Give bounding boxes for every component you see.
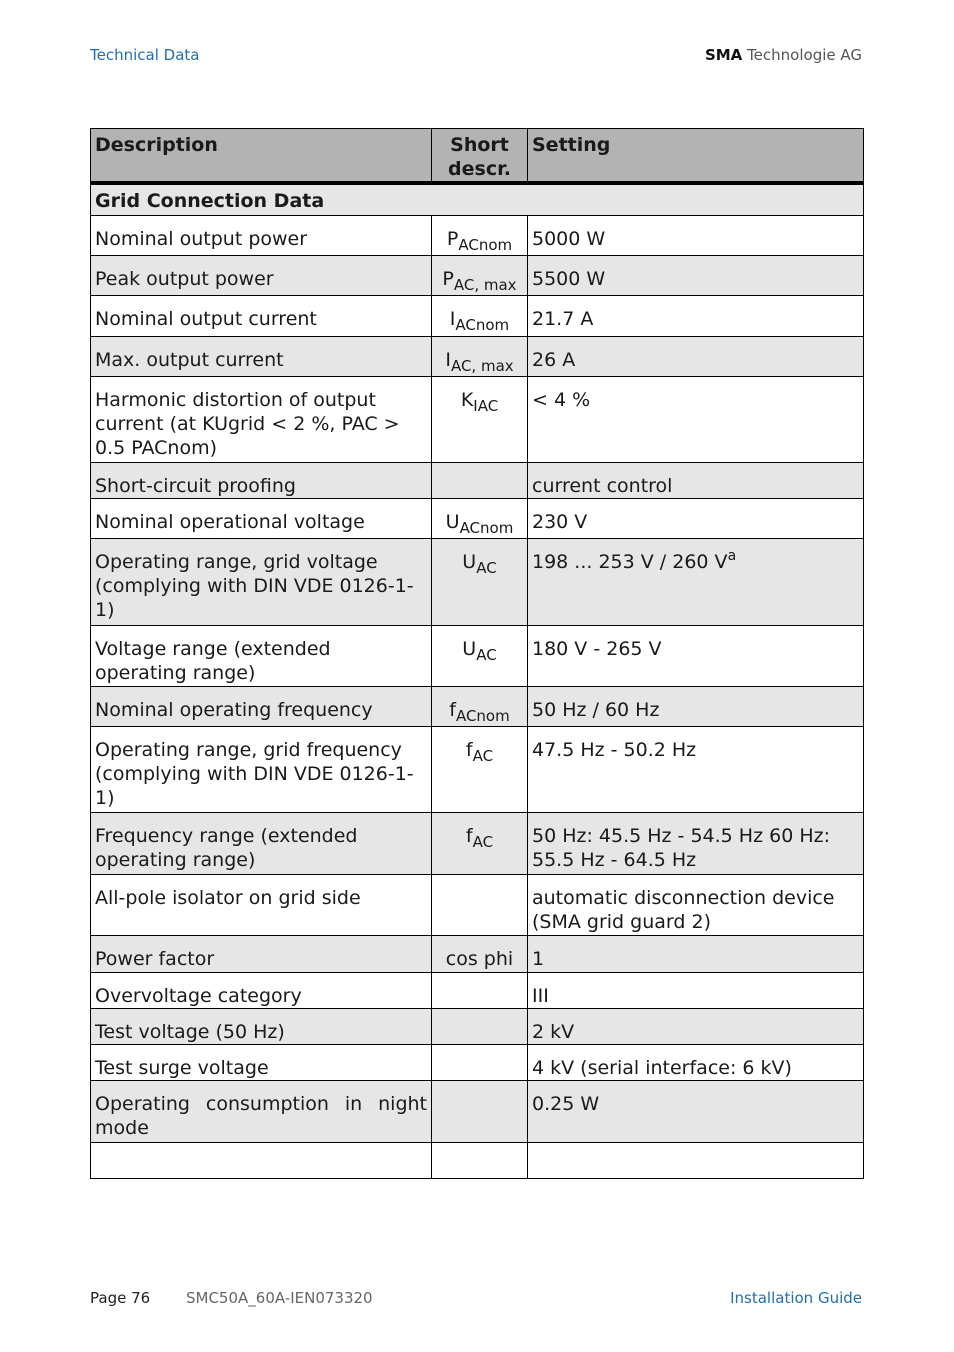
row-description: Nominal operational voltage [91,499,432,539]
col-header-setting: Setting [528,129,864,184]
row-setting: 1 [528,936,864,973]
row-setting: 47.5 Hz - 50.2 Hz [528,727,864,813]
row-description: Power factor [91,936,432,973]
section-title: Grid Connection Data [91,183,864,216]
header-company-name: Technologie AG [747,46,862,64]
table-row [91,813,864,875]
row-setting: 0.25 W [528,1081,864,1143]
header-brand: SMA [704,46,743,64]
row-description: Operating range, grid frequency (complying with DIN VDE 0126-1-1) [91,727,432,813]
row-setting: 230 V [528,499,864,539]
row-symbol [432,1045,528,1081]
header-section-title: Technical Data [90,46,200,64]
row-symbol [432,1081,528,1143]
row-setting: < 4 % [528,377,864,463]
row-setting: automatic disconnection device (SMA grid guard 2) [528,875,864,936]
table-row [91,216,864,256]
row-description: Frequency range (extended operating range) [91,813,432,875]
row-description: All-pole isolator on grid side [91,875,432,936]
table-row [91,256,864,296]
row-description: Overvoltage category [91,973,432,1009]
row-setting: 21.7 A [528,296,864,337]
row-description: Peak output power [91,256,432,296]
row-setting: III [528,973,864,1009]
row-description: Harmonic distortion of output current (at KUgrid < 2 %, PAC > 0.5 PACnom) [91,377,432,463]
row-setting: 4 kV (serial interface: 6 kV) [528,1045,864,1081]
footnote-marker: a [727,548,737,564]
row-symbol: $I_{ACnom}$ [432,296,528,337]
table-row [91,626,864,687]
table-row [91,463,864,499]
row-description: Nominal output power [91,216,432,256]
row-symbol: $U_{ACnom}$ [432,499,528,539]
table-header-row [91,129,864,184]
row-symbol [432,875,528,936]
row-description: Voltage range (extended operating range) [91,626,432,687]
row-description: Test voltage (50 Hz) [91,1009,432,1045]
row-description: Operating range, grid voltage (complying with DIN VDE 0126-1-1) [91,539,432,626]
row-setting: current control [528,463,864,499]
table-row [91,539,864,626]
table-row [91,499,864,539]
row-symbol: $I_{AC, max}$ [432,337,528,377]
table-row [91,377,864,463]
row-setting: 26 A [528,337,864,377]
table-row [91,687,864,727]
row-description: Short-circuit proofing [91,463,432,499]
row-setting: 180 V - 265 V [528,626,864,687]
row-description: Max. output current [91,337,432,377]
row-setting: 198 ... 253 V / 260 $V^a$ [528,539,864,626]
grid-connection-table [90,128,864,1179]
row-symbol [432,1009,528,1045]
row-description: Operating consumption in night mode [91,1081,432,1143]
table-row [91,973,864,1009]
row-description: Test surge voltage [91,1045,432,1081]
footer-doc-id: SMC50A_60A-IEN073320 [186,1289,373,1307]
table-row-empty [91,1143,864,1179]
row-symbol: $f_{AC}$ [432,727,528,813]
row-description: Nominal output current [91,296,432,337]
row-setting: 2 kV [528,1009,864,1045]
row-symbol: $K_{IAC}$ [432,377,528,463]
row-setting: 5500 W [528,256,864,296]
table-row [91,337,864,377]
row-setting: 50 Hz / 60 Hz [528,687,864,727]
row-setting: 5000 W [528,216,864,256]
row-symbol: $U_{AC}$ [432,626,528,687]
row-symbol [432,973,528,1009]
row-description: Nominal operating frequency [91,687,432,727]
row-symbol: $P_{ACnom}$ [432,216,528,256]
table-row [91,1009,864,1045]
col-header-description: Description [91,129,432,184]
row-symbol: $U_{AC}$ [432,539,528,626]
footer-page-number: Page 76 [90,1289,151,1307]
table-row [91,1045,864,1081]
table-row [91,727,864,813]
row-symbol: $f_{AC}$ [432,813,528,875]
row-symbol: $f_{ACnom}$ [432,687,528,727]
row-symbol: $P_{AC, max}$ [432,256,528,296]
header-company [705,46,862,64]
section-row [91,183,864,216]
row-setting: 50 Hz: 45.5 Hz - 54.5 Hz 60 Hz: 55.5 Hz - 64.5 Hz [528,813,864,875]
footer-doc-title: Installation Guide [730,1289,862,1307]
table-row [91,875,864,936]
col-header-short-descr: Short descr. [432,129,528,184]
table-row [91,1081,864,1143]
table-row [91,296,864,337]
row-symbol [432,463,528,499]
table-row [91,936,864,973]
row-symbol: cos phi [432,936,528,973]
